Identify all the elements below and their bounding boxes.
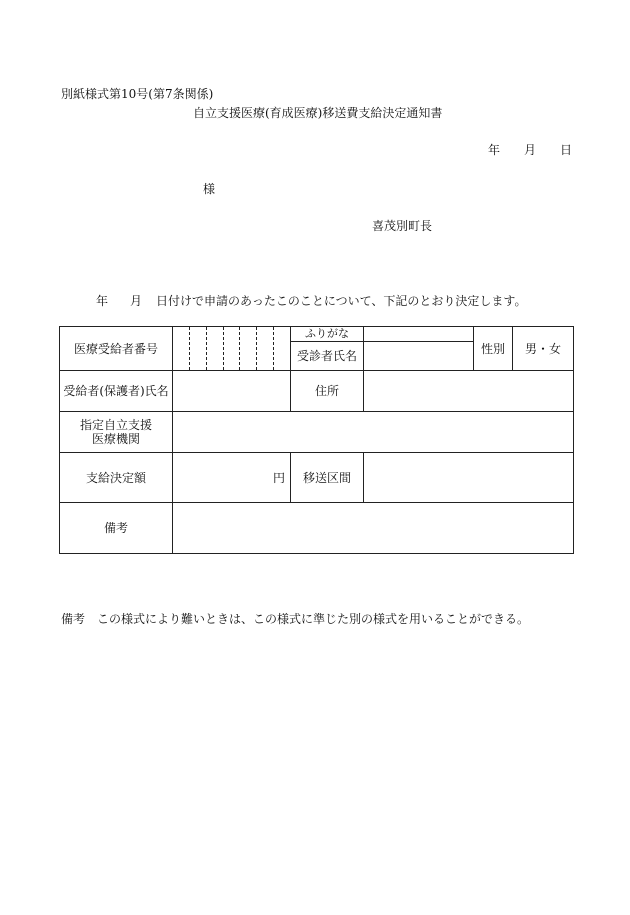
decision-table [59, 326, 574, 554]
issuer-name: 喜茂別町長 [372, 219, 433, 233]
yen-unit: 円 [272, 470, 285, 485]
intro-year: 年 [96, 294, 109, 308]
addressee-suffix: 様 [203, 182, 216, 196]
recipient-number-label: 医療受給者番号 [60, 327, 173, 371]
recipient-number-field[interactable] [173, 327, 291, 371]
transport-section-label: 移送区間 [291, 453, 364, 503]
table-row [60, 503, 574, 554]
intro-month: 月 [130, 294, 143, 308]
gender-field[interactable]: 男・女 [513, 327, 574, 371]
date-month: 月 [524, 143, 537, 157]
guardian-name-label: 受給者(保護者)氏名 [60, 371, 173, 412]
date-year: 年 [488, 143, 501, 157]
amount-field[interactable] [173, 453, 291, 503]
institution-label [60, 412, 173, 453]
gender-label: 性別 [474, 327, 513, 371]
remarks-field[interactable] [173, 503, 574, 554]
institution-field[interactable] [173, 412, 574, 453]
address-field[interactable] [364, 371, 574, 412]
issue-date [488, 143, 572, 157]
remarks-label: 備考 [60, 503, 173, 554]
guardian-name-field[interactable] [173, 371, 291, 412]
document-title: 自立支援医療(育成医療)移送費支給決定通知書 [193, 106, 443, 120]
table-row [60, 412, 574, 453]
address-label: 住所 [291, 371, 364, 412]
digit-boxes [173, 327, 290, 370]
date-day: 日 [560, 143, 573, 157]
patient-name-label: 受診者氏名 [291, 342, 364, 371]
footer-remark: 備考 この様式により難いときは、この様式に準じた別の様式を用いることができる。 [61, 612, 530, 626]
amount-label: 支給決定額 [60, 453, 173, 503]
intro-sentence [96, 294, 526, 308]
furigana-label: ふりがな [291, 327, 364, 342]
table-row [60, 327, 574, 342]
form-number: 別紙様式第10号(第7条関係) [61, 87, 214, 101]
intro-text: 日付けで申請のあったこのことについて、下記のとおり決定します。 [156, 294, 527, 308]
transport-section-field[interactable] [364, 453, 574, 503]
patient-name-field[interactable] [364, 342, 474, 371]
table-row [60, 453, 574, 503]
institution-label-line2: 医療機関 [91, 432, 140, 446]
institution-label-line1: 指定自立支援 [79, 418, 152, 432]
table-row [60, 371, 574, 412]
furigana-field[interactable] [364, 327, 474, 342]
